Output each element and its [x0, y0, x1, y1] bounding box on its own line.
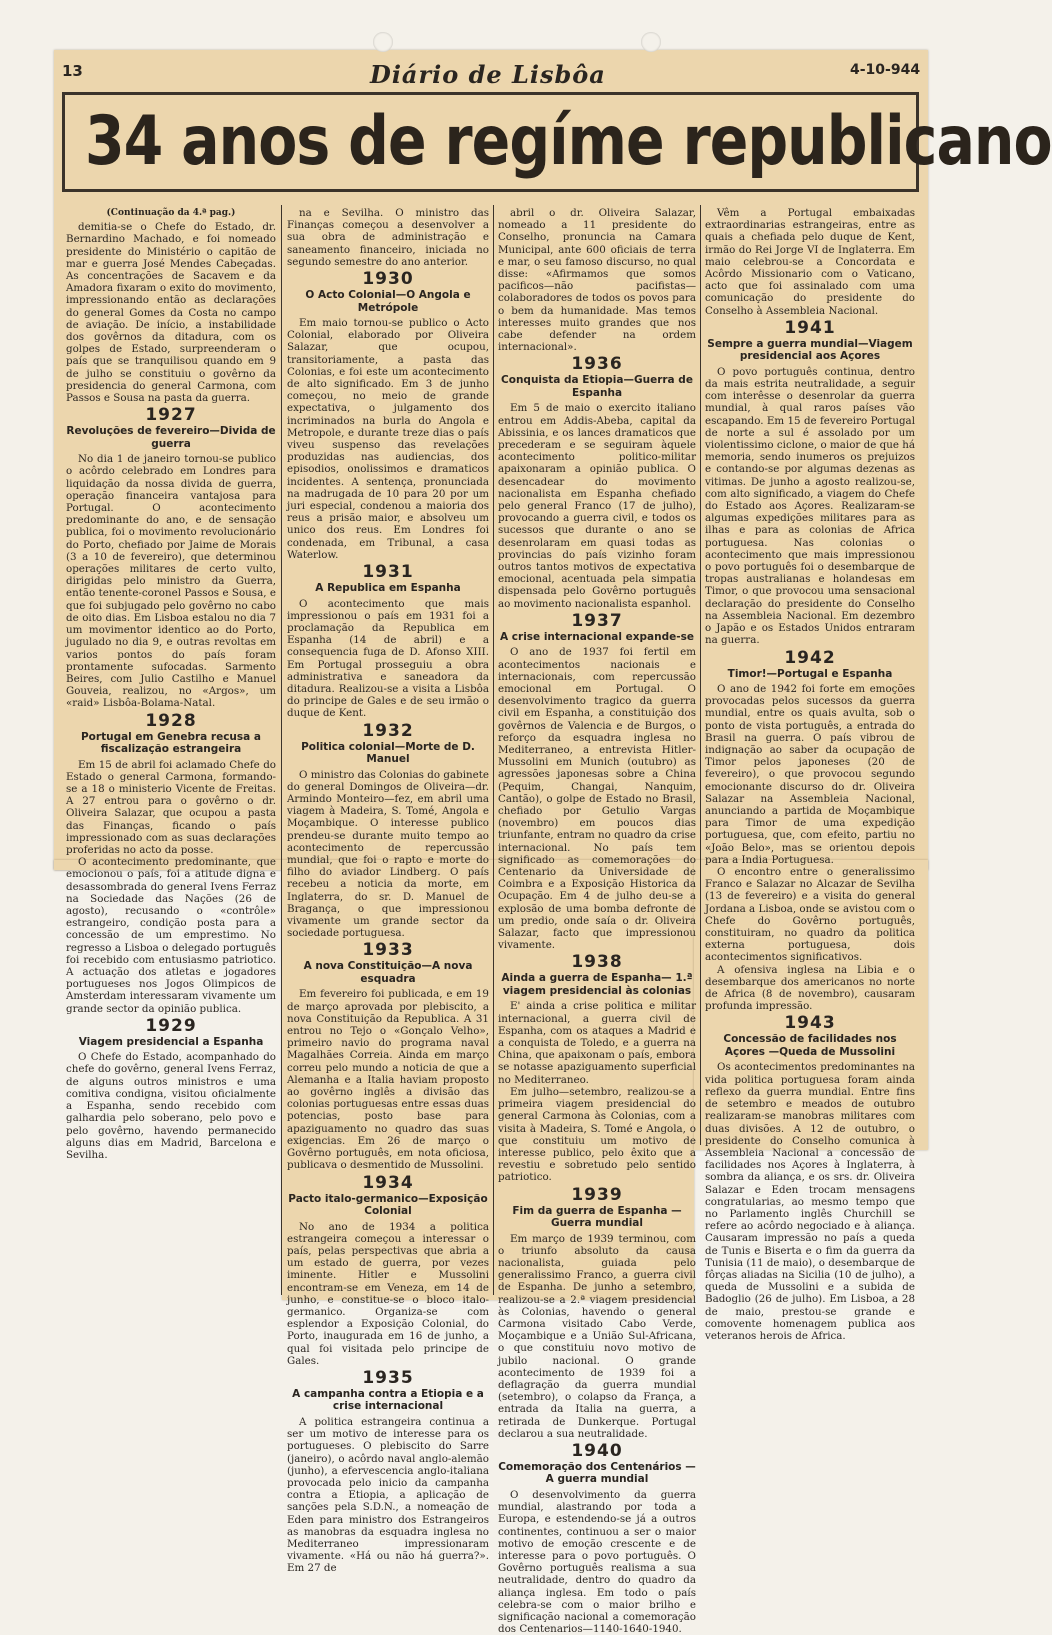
column-rule: [281, 205, 282, 1295]
column-rule: [493, 205, 494, 1295]
section-subtitle: Concessão de facilidades nos Açores —Queda de Mussolini: [723, 1033, 897, 1058]
issue-date: 4-10-944: [850, 62, 921, 78]
punch-hole-left: [373, 32, 393, 52]
section-subtitle: Pacto italo-germanico—Exposição Colonial: [288, 1192, 488, 1217]
section-subtitle: A crise internacional expande-se: [500, 630, 694, 643]
section-subtitle: Fim da guerra de Espanha — Guerra mundial: [512, 1204, 682, 1230]
section-year: 1935: [362, 1367, 414, 1388]
article-paragraph: O povo português continua, dentro da mais estrita neutralidade, a seguir com interêsse o desenrolar da guerra mundial, à qual raros países vão escapando. Em 15 de fevereiro Portugal de norte a sul é assolado por um violentissimo ciclone, o maior de que há memoria, sendo inumeros os prejuizos e contando-se por algumas dezenas as vitimas. De junho a agosto realizou-se, com alto significado, a viagem do Chefe do Estado aos Açores. Realizaram-se algumas expedições militares para as ilhas e para as colonias de Africa portuguesa. Nas colonias o acontecimento que mais impressionou o povo português foi o desembarque de tropas australianas e holandesas em Timor, o que provocou uma sensacional declaração do presidente do Conselho na Assembleia Nacional. Em dezembro o Japão e os Estados Unidos entraram na guerra.: [705, 365, 915, 647]
section-year: 1942: [784, 647, 836, 668]
article-paragraph: Os acontecimentos predominantes na vida politica portuguesa foram ainda reflexo da guerra mundial. Entre fins de setembro e meados de outubro realizaram-se manobras militares com duas divisões. A 12 de outubro, o presidente do Conselho comunica à Assembleia Nacional a concessão de facilidades nos Açores à Inglaterra, à sombra da aliança, e os srs. dr. Oliveira Salazar e Eden trocam mensagens congratularias, ao mesmo tempo que no Parlamento inglês Churchill se refere ao acôrdo negociado e à aliança. Causaram impressão no país a queda de Tunis e Biserta e o fim da guerra da Tunisia (11 de maio), o desembarque de fôrças aliadas na Sicilia (10 de julho), a queda de Mussolini e a subida de Badoglio (26 de julho). Em Lisboa, a 28 de maio, prestou-se grande e comovente homenagem publica aos veteranos herois de Africa.: [705, 1061, 915, 1342]
section-year: 1932: [362, 720, 414, 741]
article-column-2: [287, 207, 489, 1575]
masthead: Diário de Lisbôa: [370, 60, 606, 89]
article-paragraph: O ano de 1942 foi forte em emoções provocadas pelos sucessos da guerra mundial, entre os quais avulta, sob o ponto de vista português, a entrada do Brasil na guerra. O país vibrou de indignação ao saber da ocupação de Timor pelos japoneses (20 de fevereiro), o que provocou segundo emocionante discurso do dr. Oliveira Salazar na Assembleia Nacional, anunciando a partida de Moçambique para Timor de uma expedição portuguesa, que, com efeito, partiu no «João Belo», mas se orientou depois para a India Portuguesa.: [705, 683, 915, 866]
article-paragraph: Em março de 1939 terminou, com o triunfo absoluto da causa nacionalista, guiada pelo generalissimo Franco, a guerra civil de Espanha. De junho a setembro, realizou-se a 2.ª viagem presidencial às Colonias, havendo o general Carmona visitado Cabo Verde, Moçambique e a União Sul-Africana, o que constituiu novo motivo de jubilo nacional. O grande acontecimento de 1939 foi a deflagração da guerra mundial (setembro), o colapso da França, a entrada da Italia na guerra, a retirada de Dunkerque. Portugal declarou a sua neutralidade.: [498, 1232, 696, 1440]
section-year: 1938: [571, 952, 623, 973]
column-rule: [700, 205, 701, 1145]
article-column-3: [498, 207, 696, 1635]
article-paragraph: O ano de 1937 foi fertil em acontecimentos nacionais e internacionais, com repercussão emocional em Portugal. O desenvolvimento tragico da guerra civil em Espanha, a constituição dos govêrnos de Valencia e de Burgos, o reforço da esquadra inglesa no Mediterraneo, a entrevista Hitler-Mussolini em Munich (outubro) as agressões japonesas sobre a China (Pequim, Changai, Nanquim, Cantão), o golpe de Estado no Brasil, chefiado por Getulio Vargas (novembro) em poucos dias triunfante, entram no quadro da crise internacional. No país tem significado as comemorações do Centenario da Universidade de Coimbra e a Exposição Historica da Ocupação. Em 4 de julho deu-se a explosão de uma bomba defronte de um predio, onde saía o dr. Oliveira Salazar, facto que impressionou vivamente.: [498, 646, 696, 952]
section-subtitle: Conquista da Etiopia—Guerra de Espanha: [501, 374, 693, 399]
article-paragraph: No ano de 1934 a politica estrangeira começou a interessar o país, pelas perspectivas que abria a um estado de guerra, por vezes iminente. Hitler e Mussolini encontram-se em Veneza, em 14 de junho, e constitue-se o bloco italo-germanico. Organiza-se com esplendor a Exposição Colonial, do Porto, inaugurada em 16 de junho, a qual foi visitada pelo principe de Gales.: [287, 1220, 489, 1367]
article-paragraph: O desenvolvimento da guerra mundial, alastrando por toda a Europa, e estendendo-se já a outros continentes, continuou a ser o maior motivo de emoção crescente e de interesse para o povo português. O Govêrno português realisma a sua neutralidade, dentro do quadro da aliança inglesa. Em todo o país celebra-se com o maior brilho e significação nacional a comemoração dos Centenarios—1140-1640-1940.: [498, 1488, 696, 1635]
section-subtitle: Viagem presidencial a Espanha: [78, 1035, 264, 1048]
article-paragraph: Em maio tornou-se publico o Acto Colonial, elaborado por Oliveira Salazar, que ocupou, transitoriamente, a pasta das Colonias, e foi este um acontecimento de alto significado. Em 3 de junho começou, no meio de grande expectativa, o julgamento dos incriminados na burla do Angola e Metropole, e durante treze dias o país viveu suspenso das revelações produzidas nas audiencias, dos episodios, onolissimos e dramaticos incidentes. A sentença, pronunciada na madrugada de 10 para 20 por um juri especial, condenou a maioria dos reus a prisão maior, e absolveu um unico dos reus. Em Londres foi condenada, em Tribunal, a casa Waterlow.: [287, 317, 489, 561]
page-number: 13: [62, 62, 83, 80]
section-year: 1931: [362, 562, 414, 583]
section-subtitle: Revoluções de fevereiro—Divida de guerra: [66, 425, 276, 450]
section-year: 1943: [784, 1013, 836, 1034]
article-paragraph: O ministro das Colonias do gabinete do general Domingos de Oliveira—dr. Armindo Monteiro—fez, em abril uma viagem à Madeira, S. Tomé, Angola e Moçambique. O interesse publico prendeu-se durante muito tempo ao acontecimento de repercussão mundial, que foi o rapto e morte do filho do aviador Lindberg. O país recebeu a noticia da morte, em Inglaterra, do sr. D. Manuel de Bragança, o que impressionou vivamente um grande sector da sociedade portuguesa.: [287, 768, 489, 940]
section-year: 1930: [362, 269, 414, 290]
section-year: 1939: [571, 1184, 623, 1205]
article-paragraph: O acontecimento que mais impressionou o país em 1931 foi a proclamação da Republica em Espanha (14 de abril) e a consequencia fuga de D. Afonso XIII. Em Portugal prosseguiu a obra administrativa e saneadora da ditadura. Realizou-se a visita a Lisbôa do principe de Gales e de seu irmão o duque de Kent.: [287, 597, 489, 720]
punch-hole-right: [641, 32, 661, 52]
section-year: 1927: [145, 405, 197, 426]
article-paragraph: Em 5 de maio o exercito italiano entrou em Addis-Abeba, capital da Abissinia, e os lances dramaticos que precederam e se seguiram àquele acontecimento politico-militar apaixonaram a opinião publica. O desencadear do movimento nacionalista em Espanha chefiado pelo general Franco (17 de julho), provocando a guerra civil, e todos os sucessos que durante o ano se desenrolaram em quasi todas as provincias do país vizinho foram outros tantos motivos de expectativa emocional, acentuada pela simpatia dispensada pelo Govêrno português ao movimento nacionalista espanhol.: [498, 402, 696, 610]
section-subtitle: Ainda a guerra de Espanha— 1.ª viagem presidencial às colonias: [501, 972, 693, 997]
article-paragraph: na e Sevilha. O ministro das Finanças começou a desenvolver a sua obra de administração e saneamento financeiro, iniciada no segundo semestre do ano anterior.: [287, 207, 489, 268]
article-paragraph: abril o dr. Oliveira Salazar, nomeado a 11 presidente do Conselho, pronuncia na Camara Municipal, ante 600 oficiais de terra e mar, o seu famoso discurso, no qual disse: «Afirmamos que somos pacificos—não pacifistas—colaboradores de todos os povos para o bem da humanidade. Mas temos interesses muito grandes que nos cabe defender na ordem internacional».: [498, 207, 696, 354]
article-paragraph: O encontro entre o generalissimo Franco e Salazar no Alcazar de Sevilha (13 de fevereiro) e a visita do general Jordana a Lisboa, onde se avistou com o Chefe do Govêrno português, constituiram, no quadro da politica externa portuguesa, dois acontecimentos significativos.: [705, 866, 915, 964]
article-paragraph: Em fevereiro foi publicada, e em 19 de março aprovada por plebiscito, a nova Constituição da Republica. A 31 entrou no Tejo o «Gonçalo Velho», primeiro navio do programa naval Magalhães Correia. Ainda em março correu pelo mundo a noticia de que a Alemanha e a Italia haviam proposto ao govêrno inglês a divisão das colonias portuguesas entre essas duas potencias, posto base para apaziguamento no quadro das suas exigencias. Em 26 de março o Govêrno português, em nota oficiosa, publicava o desmentido de Mussolini.: [287, 988, 489, 1172]
section-subtitle: A nova Constituição—A nova esquadra: [303, 960, 473, 985]
article-paragraph: O acontecimento predominante, que emocionou o país, foi a atitude digna e desassombrada do general Ivens Ferraz na Sociedade das Nações (26 de agosto), recusando o «contrôle» estrangeiro, condição posta para a concessão de um emprestimo. No regresso a Lisboa o delegado português foi recebido com entusiasmo patriotico. A actuação dos atletas e jogadores portugueses nos Jogos Olimpicos de Amsterdam interessaram vivamente um grande sector da opinião publica.: [66, 856, 276, 1015]
section-subtitle: Portugal em Genebra recusa a fiscalização estrangeira: [80, 730, 261, 756]
article-paragraph: E' ainda a crise politica e militar internacional, a guerra civil de Espanha, com os ataques a Madrid e a conquista de Toledo, e a guerra na China, que apaixonam o país, embora se notasse apaziguamento superficial no Mediterraneo.: [498, 1000, 696, 1086]
section-subtitle: O Acto Colonial—O Angola e Metrópole: [305, 289, 471, 314]
article-paragraph: No dia 1 de janeiro tornou-se publico o acôrdo celebrado em Londres para liquidação da nossa divida de guerra, operação financeira vantajosa para Portugal. O acontecimento predominante do ano, e de sensação publica, foi o movimento revolucionário do Porto, chefiado por Jaime de Morais (3 a 10 de fevereiro), que determinou operações militares de certo vulto, dirigidas pelo ministro da Guerra, então tenente-coronel Passos e Sousa, e que foi subjugado pelo govêrno no cabo de oito dias. Em Lisboa estalou no dia 7 um movimentor identico ao do Porto, jugulado no dia 9, e outras revoltas em varios pontos do país foram prontamente sufocadas. Sarmento Beires, com Julio Castilho e Manuel Gouveia, realizou, no «Argos», um «raid» Lisbôa-Bolama-Natal.: [66, 453, 276, 710]
section-subtitle: Politica colonial—Morte de D. Manuel: [301, 740, 475, 766]
continuation-note: (Continuação da 4.ª pag.): [106, 208, 236, 218]
section-year: 1928: [145, 710, 197, 731]
section-subtitle: Sempre a guerra mundial—Viagem presidencial aos Açores: [707, 337, 913, 363]
article-column-1: [66, 207, 276, 1161]
section-year: 1933: [362, 940, 414, 961]
article-column-4: [705, 207, 915, 1342]
section-year: 1937: [571, 610, 623, 631]
section-subtitle: A campanha contra a Etiopia e a crise internacional: [292, 1387, 484, 1413]
section-subtitle: A Republica em Espanha: [315, 582, 461, 595]
section-subtitle: Comemoração dos Centenários — A guerra mundial: [498, 1460, 696, 1486]
article-paragraph: Vêm a Portugal embaixadas extraordinarias estrangeiras, entre as quais a chefiada pelo duque de Kent, irmão do Rei Jorge VI de Inglaterra. Em maio celebrou-se a Concordata e Acôrdo Missionario com o Vaticano, acto que foi assinalado com uma comunicação do presidente do Conselho à Assembleia Nacional.: [705, 207, 915, 317]
section-year: 1941: [784, 317, 836, 338]
article-paragraph: Em 15 de abril foi aclamado Chefe do Estado o general Carmona, formando-se a 18 o ministerio Vicente de Freitas. A 27 entrou para o govêrno o dr. Oliveira Salazar, que ocupou a pasta das Finanças, ficando o país impressionado com as suas declarações proferidas no acto da posse.: [66, 758, 276, 856]
article-paragraph: A politica estrangeira continua a ser um motivo de interesse para os portugueses. O plebiscito do Sarre (janeiro), o acôrdo naval anglo-alemão (junho), a efervescencia anglo-italiana provocada pelo inicio da campanha contra a Etiopia, a aplicação de sanções pela S.D.N., a nomeação de Eden para ministro dos Estrangeiros as manobras da esquadra inglesa no Mediterraneo impressionaram vivamente. «Há ou não há guerra?». Em 27 de: [287, 1415, 489, 1575]
article-paragraph: Em julho—setembro, realizou-se a primeira viagem presidencial do general Carmona às Colonias, com a visita à Madeira, S. Tomé e Angola, o que constituiu um motivo de interesse publico, pelo êxito que a revestiu e sobretudo pelo sentido patriotico.: [498, 1085, 696, 1184]
section-subtitle: Timor!—Portugal e Espanha: [727, 667, 893, 680]
headline: 34 anos de regíme republicano: [85, 102, 1052, 181]
section-year: 1936: [571, 354, 623, 375]
article-paragraph: A ofensiva inglesa na Libia e o desembarque dos americanos no norte de Africa (8 de novembro), causaram profunda impressão.: [705, 963, 915, 1013]
section-year: 1934: [362, 1172, 414, 1193]
article-paragraph: demitia-se o Chefe do Estado, dr. Bernardino Machado, e foi nomeado presidente do Ministério o capitão de mar e guerra José Mendes Cabeçadas. As concentrações de Sacavem e da Amadora fixaram o exito do movimento, impressionando então as declarações do general Gomes da Costa no campo de aviação. De início, a instabilidade dos govêrnos da ditadura, com os golpes de Estado, surpreenderam o país que se tranquilisou quando em 9 de julho se constituiu o govêrno da presidencia do general Carmona, com Passos e Sousa na pasta da guerra.: [66, 221, 276, 405]
section-year: 1940: [571, 1440, 623, 1461]
article-paragraph: O Chefe do Estado, acompanhado do chefe do govêrno, general Ivens Ferraz, de alguns outros ministros e uma comitiva condigna, visitou oficialmente a Espanha, sendo recebido com galhardia pelo soberano, pelo povo e pelo govêrno, havendo permanecido alguns dias em Madrid, Barcelona e Sevilha.: [66, 1051, 276, 1161]
section-year: 1929: [145, 1015, 197, 1036]
